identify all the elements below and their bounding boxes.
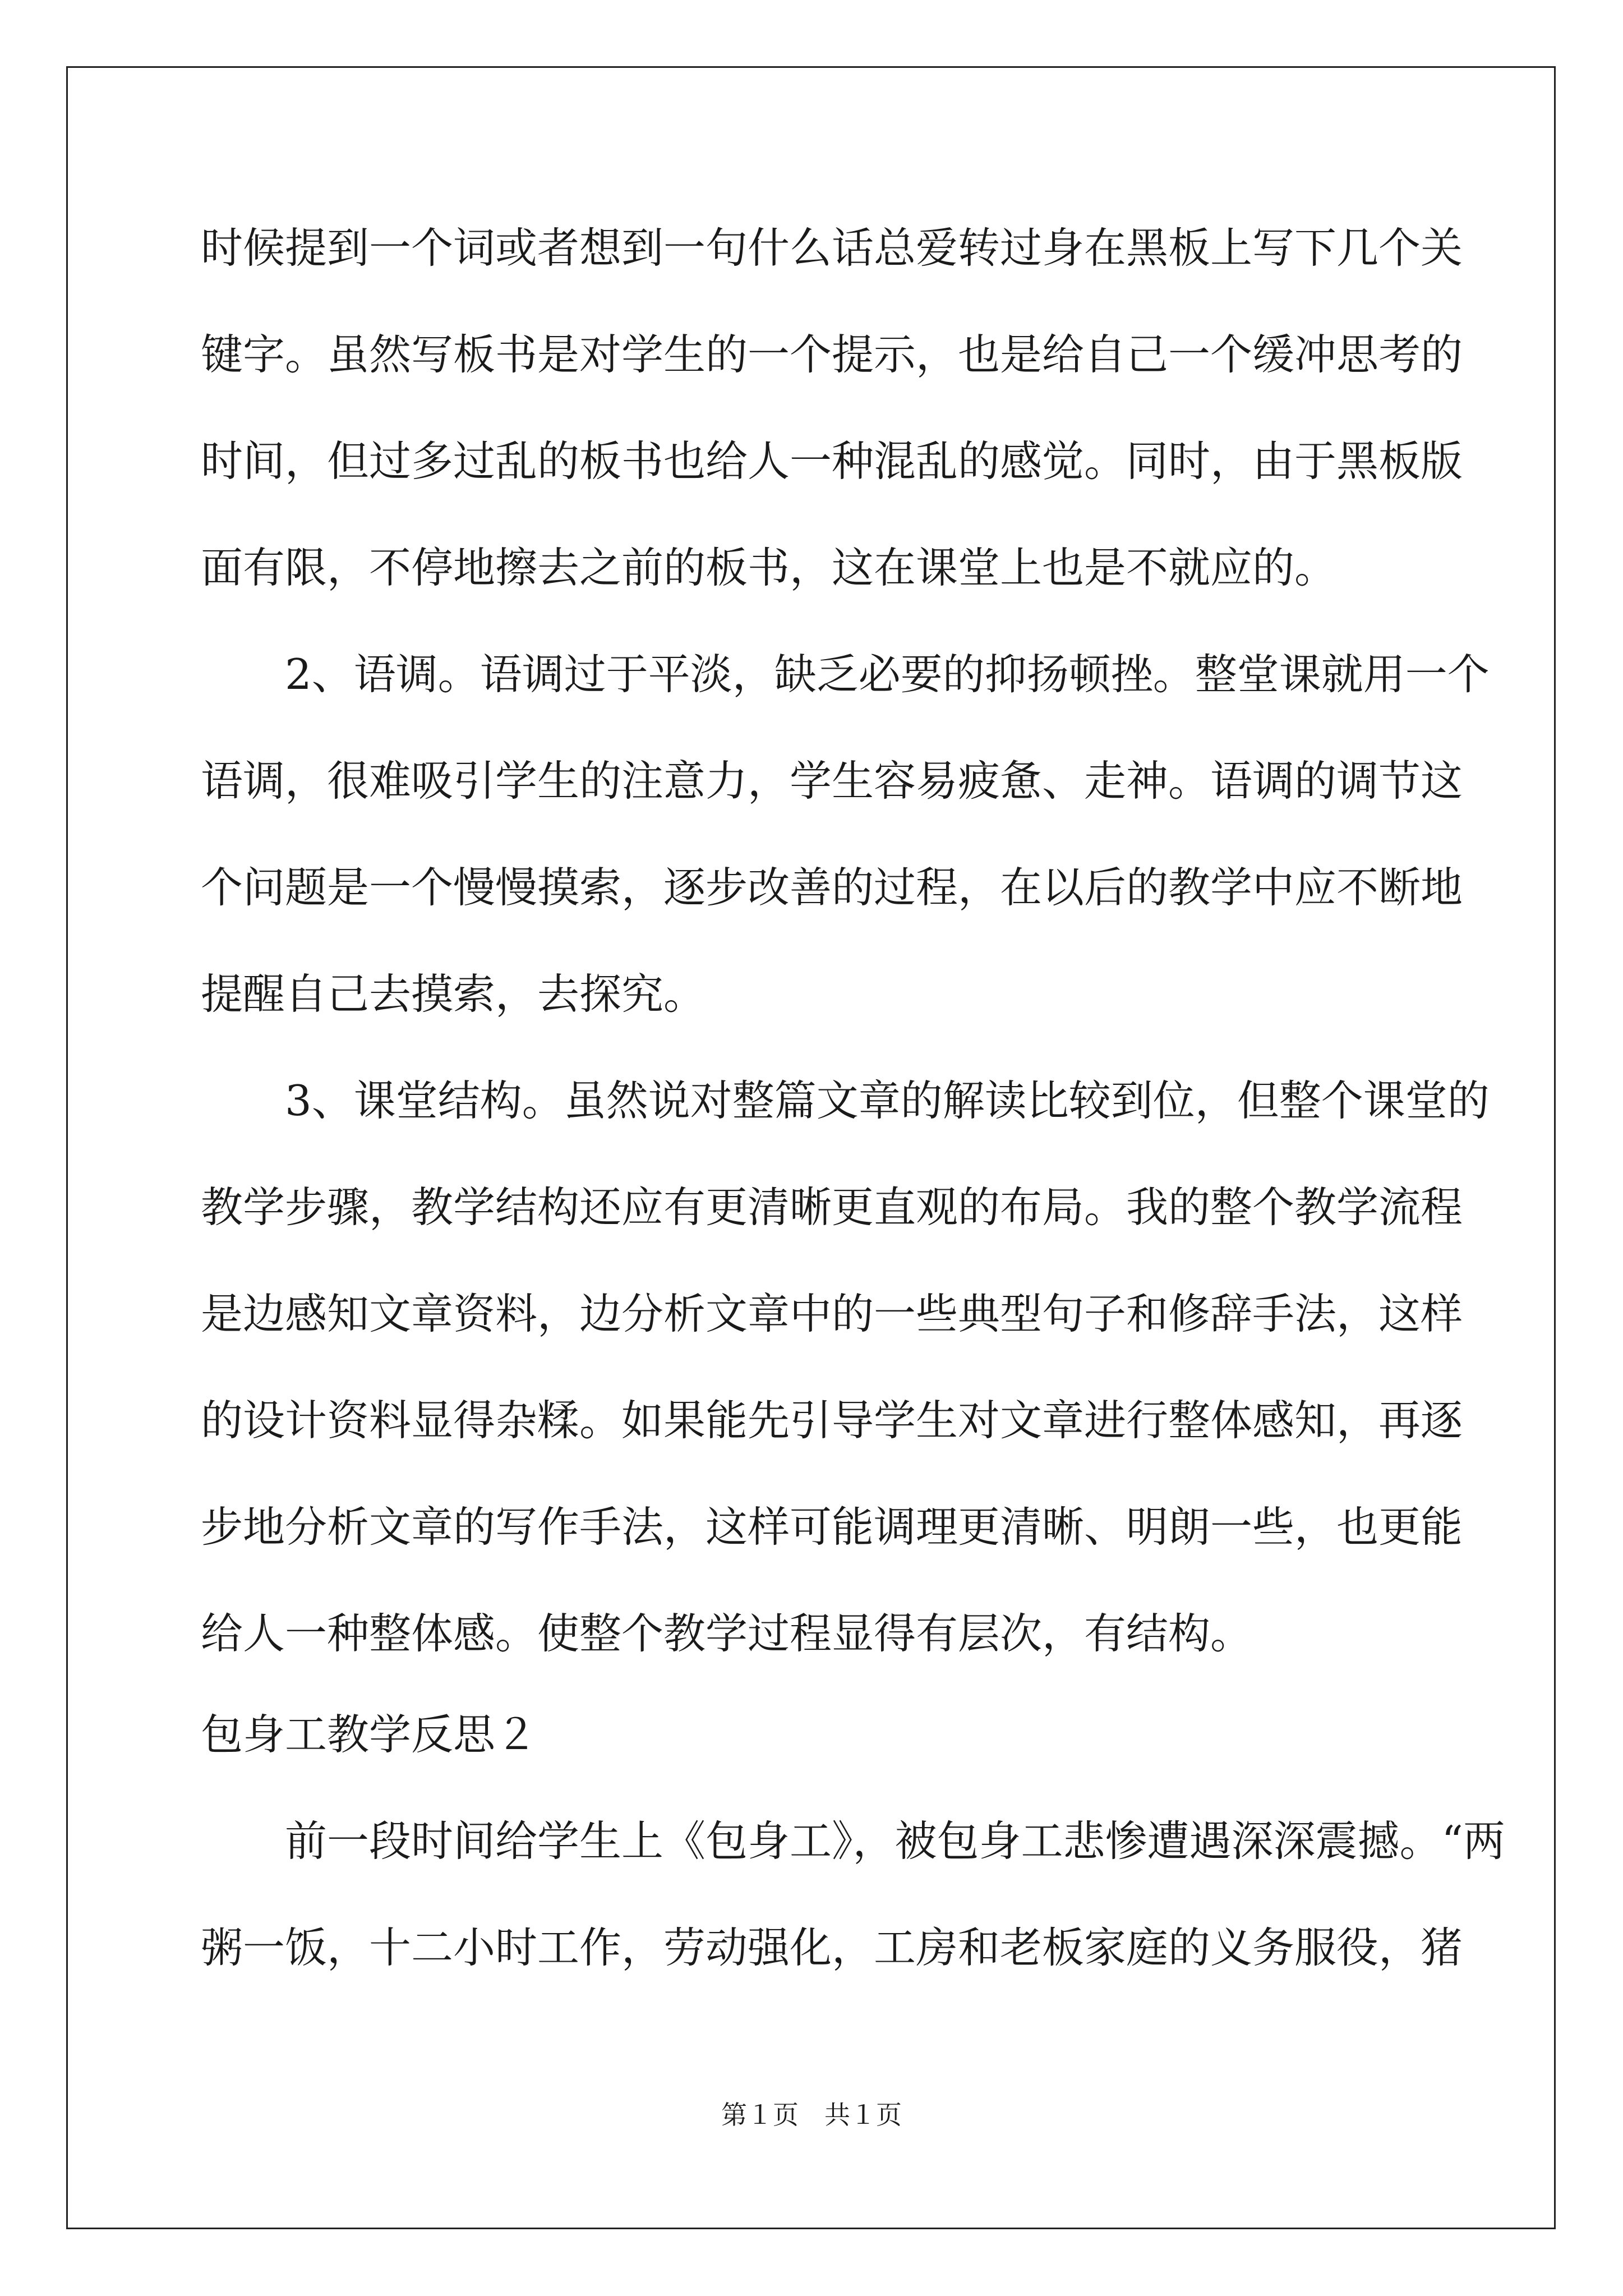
text-line: 教学步骤，教学结构还应有更清晰更直观的布局。我的整个教学流程 (201, 1182, 1463, 1232)
text-line: 个问题是一个慢慢摸索，逐步改善的过程，在以后的教学中应不断地 (201, 863, 1463, 912)
text-line: 时间，但过多过乱的板书也给人一种混乱的感觉。同时，由于黑板版 (201, 436, 1463, 486)
text-line: 提醒自己去摸索，去探究。 (201, 969, 706, 1019)
text-line: 3、课堂结构。虽然说对整篇文章的解读比较到位，但整个课堂的 (285, 1076, 1490, 1125)
text-line: 粥一饭，十二小时工作，劳动强化，工房和老板家庭的义务服役，猪 (201, 1923, 1463, 1972)
text-line: 给人一种整体感。使整个教学过程显得有层次，有结构。 (201, 1609, 1253, 1658)
text-line: 步地分析文章的写作手法，这样可能调理更清晰、明朗一些，也更能 (201, 1502, 1463, 1552)
section-heading: 包身工教学反思２ (201, 1710, 538, 1759)
page-border (66, 66, 1556, 2229)
text-line: 的设计资料显得杂糅。如果能先引导学生对文章进行整体感知，再逐 (201, 1396, 1463, 1445)
text-line: 是边感知文章资料，边分析文章中的一些典型句子和修辞手法，这样 (201, 1289, 1463, 1338)
text-line: 语调，很难吸引学生的注意力，学生容易疲惫、走神。语调的调节这 (201, 756, 1463, 806)
text-line: 时候提到一个词或者想到一句什么话总爱转过身在黑板上写下几个关 (201, 223, 1463, 273)
page-footer: 第１页 共１页 (721, 2100, 902, 2130)
text-line: 键字。虽然写板书是对学生的一个提示，也是给自己一个缓冲思考的 (201, 330, 1463, 379)
text-line: 面有限，不停地擦去之前的板书，这在课堂上也是不就应的。 (201, 543, 1337, 592)
text-line: 前一段时间给学生上《包身工》，被包身工悲惨遭遇深深震撼。“两 (285, 1816, 1505, 1866)
text-line: 2、语调。语调过于平淡，缺乏必要的抑扬顿挫。整堂课就用一个 (285, 650, 1490, 699)
